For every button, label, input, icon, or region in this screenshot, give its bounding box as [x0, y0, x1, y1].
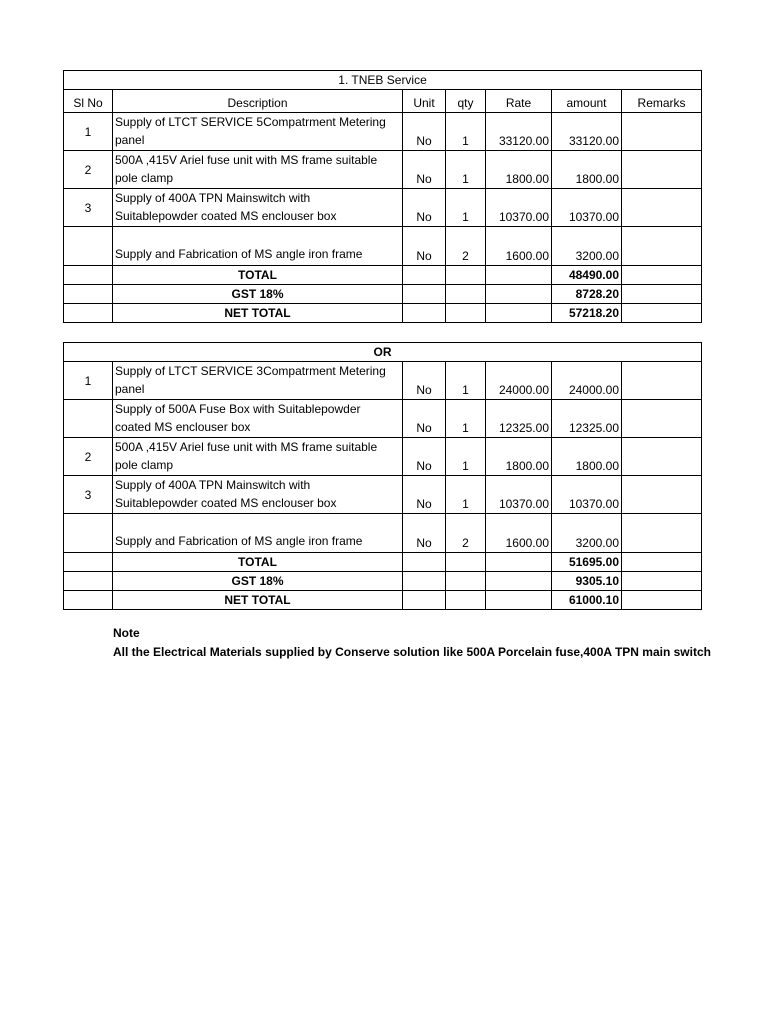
empty-cell: [403, 266, 446, 285]
sl-no-cell: 3: [64, 189, 113, 227]
remarks-cell: [622, 362, 702, 400]
net-total-value: 57218.20: [552, 304, 622, 323]
table-title-or: OR: [64, 343, 702, 362]
description-line-2: pole clamp: [115, 171, 174, 185]
amount-cell: 33120.00: [552, 113, 622, 151]
description-line-2: Suitablepowder coated MS enclouser box: [115, 496, 337, 510]
unit-cell: No: [403, 113, 446, 151]
empty-cell: [446, 285, 486, 304]
description-line-1: Supply of LTCT SERVICE 3Compatrment Metering: [115, 364, 386, 378]
table-row: [64, 189, 702, 227]
remarks-cell: [622, 113, 702, 151]
empty-cell: [446, 591, 486, 610]
unit-cell: No: [403, 476, 446, 514]
empty-cell: [403, 591, 446, 610]
empty-cell: [622, 553, 702, 572]
qty-cell: 2: [446, 227, 486, 266]
empty-cell: [446, 266, 486, 285]
qty-cell: 1: [446, 476, 486, 514]
table-title: 1. TNEB Service: [64, 71, 702, 90]
amount-cell: 3200.00: [552, 514, 622, 553]
empty-cell: [486, 266, 552, 285]
amount-cell: 24000.00: [552, 362, 622, 400]
empty-cell: [622, 304, 702, 323]
remarks-cell: [622, 400, 702, 438]
empty-cell: [64, 553, 113, 572]
description-cell: [113, 189, 403, 227]
unit-cell: No: [403, 400, 446, 438]
sl-no-cell: [64, 514, 113, 553]
description-line-1: Supply of LTCT SERVICE 5Compatrment Metering: [115, 115, 386, 129]
description-line-1: [115, 514, 400, 532]
qty-cell: 1: [446, 362, 486, 400]
qty-cell: 1: [446, 189, 486, 227]
rate-cell: 1600.00: [486, 514, 552, 553]
unit-cell: No: [403, 438, 446, 476]
note-text: All the Electrical Materials supplied by Conserve solution like 500A Porcelain fuse,400A TPN main switch: [113, 645, 711, 659]
total-value: 51695.00: [552, 553, 622, 572]
gst-value: 9305.10: [552, 572, 622, 591]
net-total-label: NET TOTAL: [113, 304, 403, 323]
description-line-1: Supply of 400A TPN Mainswitch with: [115, 191, 311, 205]
remarks-cell: [622, 438, 702, 476]
table-row: [64, 514, 702, 553]
table-row: [64, 227, 702, 266]
rate-cell: 12325.00: [486, 400, 552, 438]
description-line-1: 500A ,415V Ariel fuse unit with MS frame suitable: [115, 153, 378, 167]
description-line-2: coated MS enclouser box: [115, 420, 251, 434]
alternative-option-table: [63, 342, 702, 610]
description-line-2: Supply and Fabrication of MS angle iron frame: [115, 247, 363, 261]
unit-cell: No: [403, 189, 446, 227]
empty-cell: [622, 572, 702, 591]
sl-no-cell: 1: [64, 113, 113, 151]
total-label: TOTAL: [113, 266, 403, 285]
description-cell: [113, 400, 403, 438]
gst-label: GST 18%: [113, 285, 403, 304]
description-line-2: panel: [115, 133, 145, 147]
description-cell: [113, 113, 403, 151]
description-line-1: 500A ,415V Ariel fuse unit with MS frame suitable: [115, 440, 378, 454]
description-cell: [113, 438, 403, 476]
gst-label: GST 18%: [113, 572, 403, 591]
description-line-2: panel: [115, 382, 145, 396]
tneb-service-table: [63, 70, 702, 323]
sl-no-cell: 1: [64, 362, 113, 400]
empty-cell: [486, 304, 552, 323]
table-row: [64, 476, 702, 514]
table-row: [64, 400, 702, 438]
gst-value: 8728.20: [552, 285, 622, 304]
amount-cell: 1800.00: [552, 438, 622, 476]
description-line-2: pole clamp: [115, 458, 174, 472]
amount-cell: 3200.00: [552, 227, 622, 266]
table-row: [64, 362, 702, 400]
qty-cell: 1: [446, 113, 486, 151]
remarks-cell: [622, 476, 702, 514]
description-line-1: Supply of 400A TPN Mainswitch with: [115, 478, 311, 492]
empty-cell: [486, 572, 552, 591]
empty-cell: [486, 285, 552, 304]
rate-cell: 1800.00: [486, 438, 552, 476]
amount-cell: 10370.00: [552, 189, 622, 227]
amount-cell: 10370.00: [552, 476, 622, 514]
sl-no-cell: 2: [64, 438, 113, 476]
empty-cell: [64, 591, 113, 610]
empty-cell: [403, 285, 446, 304]
sl-no-cell: 3: [64, 476, 113, 514]
amount-cell: 12325.00: [552, 400, 622, 438]
rate-cell: 10370.00: [486, 476, 552, 514]
total-label: TOTAL: [113, 553, 403, 572]
empty-cell: [64, 285, 113, 304]
total-value: 48490.00: [552, 266, 622, 285]
empty-cell: [486, 591, 552, 610]
description-line-1: [115, 227, 400, 245]
qty-cell: 1: [446, 438, 486, 476]
empty-cell: [64, 304, 113, 323]
empty-cell: [403, 553, 446, 572]
header-sl-no: Sl No: [64, 90, 113, 113]
unit-cell: No: [403, 227, 446, 266]
description-line-1: Supply of 500A Fuse Box with Suitablepowder: [115, 402, 361, 416]
remarks-cell: [622, 514, 702, 553]
header-description: Description: [113, 90, 403, 113]
rate-cell: 24000.00: [486, 362, 552, 400]
unit-cell: No: [403, 514, 446, 553]
description-cell: [113, 227, 403, 266]
header-remarks: Remarks: [622, 90, 702, 113]
unit-cell: No: [403, 362, 446, 400]
note-block: [113, 624, 713, 662]
qty-cell: 1: [446, 400, 486, 438]
empty-cell: [403, 304, 446, 323]
rate-cell: 1600.00: [486, 227, 552, 266]
empty-cell: [446, 572, 486, 591]
empty-cell: [622, 285, 702, 304]
empty-cell: [486, 553, 552, 572]
empty-cell: [622, 266, 702, 285]
net-total-label: NET TOTAL: [113, 591, 403, 610]
empty-cell: [403, 572, 446, 591]
qty-cell: 2: [446, 514, 486, 553]
empty-cell: [446, 553, 486, 572]
sl-no-cell: 2: [64, 151, 113, 189]
amount-cell: 1800.00: [552, 151, 622, 189]
header-qty: qty: [446, 90, 486, 113]
table-row: [64, 113, 702, 151]
header-amount: amount: [552, 90, 622, 113]
remarks-cell: [622, 189, 702, 227]
description-cell: [113, 362, 403, 400]
header-rate: Rate: [486, 90, 552, 113]
description-cell: [113, 476, 403, 514]
remarks-cell: [622, 151, 702, 189]
unit-cell: No: [403, 151, 446, 189]
description-cell: [113, 151, 403, 189]
table-row: [64, 151, 702, 189]
table-row: [64, 438, 702, 476]
rate-cell: 10370.00: [486, 189, 552, 227]
description-line-2: Supply and Fabrication of MS angle iron frame: [115, 534, 363, 548]
empty-cell: [64, 266, 113, 285]
note-heading: Note: [113, 626, 140, 640]
net-total-value: 61000.10: [552, 591, 622, 610]
description-line-2: Suitablepowder coated MS enclouser box: [115, 209, 337, 223]
empty-cell: [622, 591, 702, 610]
remarks-cell: [622, 227, 702, 266]
rate-cell: 33120.00: [486, 113, 552, 151]
sl-no-cell: [64, 227, 113, 266]
rate-cell: 1800.00: [486, 151, 552, 189]
description-cell: [113, 514, 403, 553]
sl-no-cell: [64, 400, 113, 438]
header-unit: Unit: [403, 90, 446, 113]
qty-cell: 1: [446, 151, 486, 189]
empty-cell: [64, 572, 113, 591]
empty-cell: [446, 304, 486, 323]
